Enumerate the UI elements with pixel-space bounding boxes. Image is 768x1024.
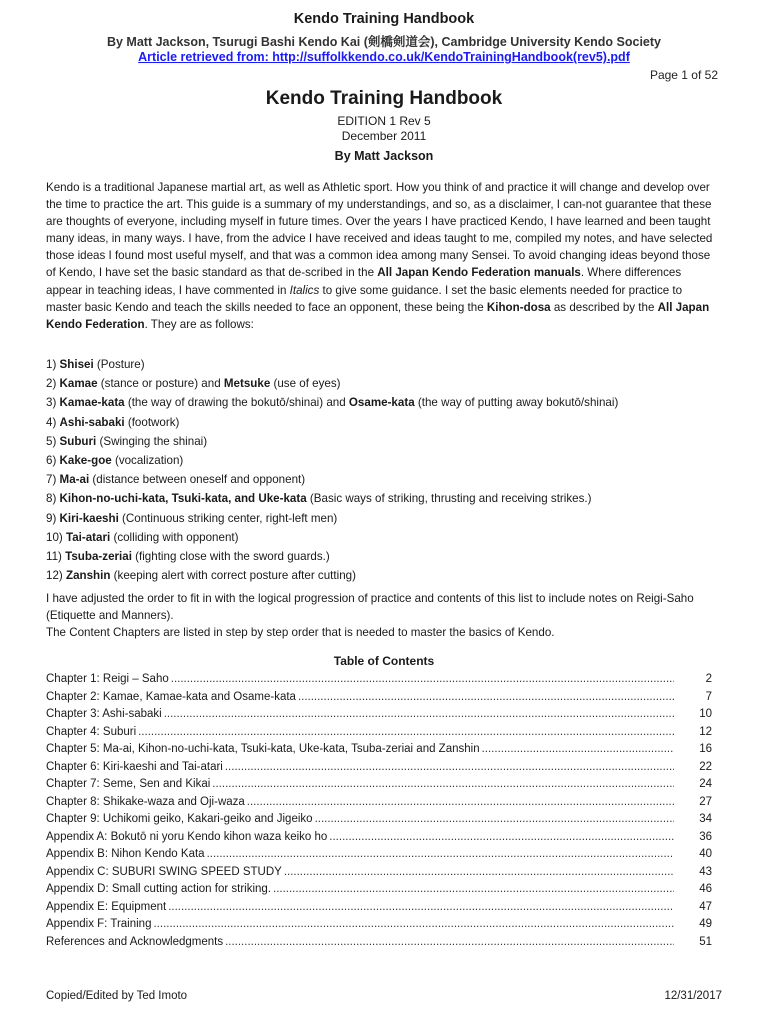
- list-term: Kake-goe: [59, 453, 112, 467]
- kihon-dosa-list: [46, 355, 726, 585]
- list-number: 5): [46, 434, 60, 448]
- toc-leader-dots: [480, 741, 674, 759]
- toc-entry-label: Chapter 9: Uchikomi geiko, Kakari-geiko and Jigeiko: [46, 813, 313, 825]
- toc-row[interactable]: [46, 899, 726, 917]
- toc-page-number: 12: [699, 725, 712, 738]
- intro-italic: Italics: [289, 283, 320, 297]
- list-term: Ma-ai: [59, 473, 90, 487]
- toc-leader-dots: [313, 811, 674, 829]
- footer-date: 12/31/2017: [664, 990, 722, 1002]
- list-description: (the way of putting away bokutō/shinai): [414, 396, 619, 410]
- toc-page-number: 2: [705, 673, 712, 685]
- toc-row[interactable]: [46, 724, 726, 742]
- list-description: (colliding with opponent): [110, 530, 239, 544]
- list-term: Tsuba-zeriai: [65, 549, 132, 563]
- toc-row[interactable]: [46, 706, 726, 724]
- list-number: 10): [46, 530, 66, 544]
- toc-row[interactable]: [46, 846, 726, 864]
- toc-row[interactable]: [46, 776, 726, 794]
- footer-editor: Copied/Edited by Ted Imoto: [46, 990, 188, 1002]
- adjust-line: The Content Chapters are listed in step by step order that is needed to master the basics of Kendo.: [46, 626, 555, 639]
- list-item: [46, 470, 726, 489]
- toc-entry-label: References and Acknowledgments: [46, 935, 224, 948]
- list-item: [46, 566, 726, 585]
- adjust-paragraph: [46, 590, 726, 641]
- toc-leader-dots: [245, 794, 674, 812]
- list-number: 7): [46, 473, 60, 487]
- list-item: [46, 355, 726, 374]
- toc-page-number: 16: [699, 743, 712, 755]
- toc-leader-dots: [151, 916, 674, 934]
- list-item: [46, 528, 726, 547]
- list-term: Kiri-kaeshi: [59, 511, 119, 525]
- toc-entry-label: Appendix E: Equipment: [46, 900, 167, 913]
- intro-bold: All Japan Kendo Federation manuals: [377, 266, 581, 280]
- toc-leader-dots: [210, 776, 674, 794]
- list-description: (Basic ways of striking, thrusting and receiving strikes.): [306, 492, 592, 506]
- list-number: 8): [46, 492, 60, 506]
- toc-page-number: 51: [699, 935, 712, 948]
- list-number: 4): [46, 415, 60, 429]
- toc-row[interactable]: [46, 916, 726, 934]
- list-item: [46, 374, 726, 393]
- toc-page-number: 46: [699, 883, 712, 895]
- list-item: [46, 432, 726, 451]
- intro-text: Kendo is a traditional Japanese martial art, as well as Athletic sport. How you think of and practice it will change and develop over the time to practice the art. This guide is a summary of my understandings, and so, as a disclaimer, I can-not guarantee that these are thoughts of everyone, including myself in future times. Over the years I have practiced Kendo, I have learned and been taught many ideas, in many ways. I have, from the advice I have received and ideas taught to me, compiled my notes, and have selected those ideas I found most useful myself, and that was a common idea among many Sensei. To avoid changing ideas beyond those of Kendo, I have set the basic standard as that de-scribed in the: [46, 181, 713, 280]
- toc-row[interactable]: [46, 934, 726, 952]
- edition-block: [0, 114, 768, 144]
- intro-text: as described by the: [550, 300, 658, 314]
- toc-entry-label: Appendix D: Small cutting action for striking.: [46, 883, 271, 895]
- list-description: (Posture): [93, 358, 145, 371]
- toc-row[interactable]: [46, 811, 726, 829]
- list-description: (fighting close with the sword guards.): [131, 549, 330, 563]
- toc-entry-label: Chapter 6: Kiri-kaeshi and Tai-atari: [46, 760, 223, 773]
- list-description: (vocalization): [111, 453, 184, 467]
- toc-row[interactable]: [46, 881, 726, 899]
- toc-page-number: 22: [699, 760, 712, 773]
- toc-entry-label: Chapter 8: Shikake-waza and Oji-waza: [46, 795, 245, 808]
- toc-page-number: 7: [705, 690, 712, 703]
- toc-page-number: 49: [699, 918, 712, 930]
- toc-row[interactable]: [46, 671, 726, 689]
- toc-leader-dots: [136, 724, 674, 742]
- list-term: Zanshin: [65, 569, 111, 583]
- table-of-contents: [46, 671, 726, 951]
- intro-text: . Where differences appear in teaching ideas, I have commented in: [46, 266, 682, 297]
- intro-bold: Kihon-dosa: [486, 300, 551, 314]
- toc-entry-label: Chapter 4: Suburi: [46, 725, 137, 738]
- list-number: 3): [46, 396, 60, 410]
- toc-leader-dots: [327, 829, 674, 847]
- page-indicator: Page 1 of 52: [649, 68, 718, 82]
- toc-page-number: 36: [699, 830, 712, 843]
- list-number: 6): [46, 453, 60, 467]
- toc-entry-label: Chapter 5: Ma-ai, Kihon-no-uchi-kata, Tsuki-kata, Uke-kata, Tsuba-zeriai and Zanshin: [46, 743, 480, 755]
- toc-row[interactable]: [46, 759, 726, 777]
- toc-entry-label: Chapter 2: Kamae, Kamae-kata and Osame-kata: [46, 690, 296, 703]
- list-item: [46, 451, 726, 470]
- toc-entry-label: Chapter 7: Seme, Sen and Kikai: [46, 778, 211, 790]
- adjust-line: I have adjusted the order to fit in with the logical progression of practice and contents of this list to include notes on Reigi-Saho (Etiquette and Manners).: [46, 592, 694, 622]
- toc-leader-dots: [271, 881, 674, 899]
- toc-entry-label: Chapter 3: Ashi-sabaki: [46, 708, 162, 720]
- toc-leader-dots: [223, 934, 674, 952]
- list-term: Kamae-kata: [59, 396, 125, 410]
- document-title: Kendo Training Handbook: [265, 88, 503, 109]
- list-term: Ashi-sabaki: [59, 415, 125, 429]
- list-term: Metsuke: [223, 377, 271, 391]
- list-number: 9): [46, 511, 60, 525]
- edition-label: EDITION 1 Rev 5: [337, 114, 431, 128]
- toc-leader-dots: [223, 759, 674, 777]
- toc-row[interactable]: [46, 741, 726, 759]
- list-number: 11): [46, 549, 66, 563]
- list-description: (Continuous striking center, right-left men): [118, 511, 338, 525]
- list-item: [46, 393, 726, 412]
- toc-entry-label: Appendix B: Nihon Kendo Kata: [46, 848, 205, 860]
- intro-bold: All Japan Kendo Federation: [46, 300, 710, 331]
- toc-page-number: 10: [699, 708, 712, 720]
- list-term: Kihon-no-uchi-kata, Tsuki-kata, and Uke-kata: [59, 492, 307, 506]
- toc-leader-dots: [282, 864, 674, 882]
- list-term: Osame-kata: [348, 396, 415, 410]
- intro-paragraph: [46, 179, 720, 333]
- toc-page-number: 34: [699, 813, 712, 825]
- toc-row[interactable]: [46, 689, 726, 707]
- toc-leader-dots: [162, 706, 674, 724]
- source-link[interactable]: Article retrieved from: http://suffolkkendo.co.uk/KendoTrainingHandbook(rev5).pdf: [138, 50, 630, 64]
- toc-entry-label: Chapter 1: Reigi – Saho: [46, 673, 169, 685]
- toc-page-number: 47: [699, 900, 712, 913]
- list-description: (Swinging the shinai): [96, 434, 208, 448]
- list-description: (distance between oneself and opponent): [89, 473, 306, 487]
- toc-entry-label: Appendix C: SUBURI SWING SPEED STUDY: [46, 865, 282, 878]
- toc-page-number: 43: [699, 865, 712, 878]
- list-number: 1): [46, 358, 60, 371]
- toc-entry-label: Appendix A: Bokutō ni yoru Kendo kihon waza keiko ho: [46, 830, 328, 843]
- toc-leader-dots: [166, 899, 674, 917]
- intro-text: . They are as follows:: [144, 317, 254, 331]
- list-item: [46, 413, 726, 432]
- toc-page-number: 24: [699, 778, 712, 790]
- author-line: By Matt Jackson: [334, 149, 434, 163]
- toc-leader-dots: [296, 689, 674, 707]
- header-title: Kendo Training Handbook: [293, 11, 475, 27]
- toc-page-number: 27: [699, 795, 712, 808]
- toc-row[interactable]: [46, 829, 726, 847]
- intro-text: to give some guidance. I set the basic elements needed for practice to master basic Kendo and teach the skills needed to face an opponent, these being the: [46, 283, 683, 314]
- list-item: [46, 489, 726, 508]
- list-term: Tai-atari: [65, 530, 111, 544]
- list-description: (keeping alert with correct posture after cutting): [110, 569, 356, 583]
- list-item: [46, 509, 726, 528]
- toc-page-number: 40: [699, 848, 712, 860]
- list-description: (footwork): [124, 415, 180, 429]
- toc-leader-dots: [169, 671, 674, 689]
- toc-entry-label: Appendix F: Training: [46, 918, 152, 930]
- list-number: 2): [46, 377, 60, 391]
- list-term: Shisei: [59, 358, 94, 371]
- list-description: (stance or posture) and: [97, 377, 224, 391]
- toc-row[interactable]: [46, 794, 726, 812]
- edition-date: December 2011: [341, 129, 427, 143]
- list-term: Kamae: [59, 377, 98, 391]
- list-description: (the way of drawing the bokutō/shinai) and: [124, 396, 349, 410]
- toc-leader-dots: [205, 846, 674, 864]
- header-subtitle: By Matt Jackson, Tsurugi Bashi Kendo Kai (剣橋剣道会), Cambridge University Kendo Society: [106, 35, 662, 49]
- list-number: 12): [46, 569, 66, 583]
- list-description: (use of eyes): [270, 377, 341, 391]
- list-term: Suburi: [59, 434, 97, 448]
- list-item: [46, 547, 726, 566]
- toc-title: Table of Contents: [333, 654, 435, 668]
- toc-row[interactable]: [46, 864, 726, 882]
